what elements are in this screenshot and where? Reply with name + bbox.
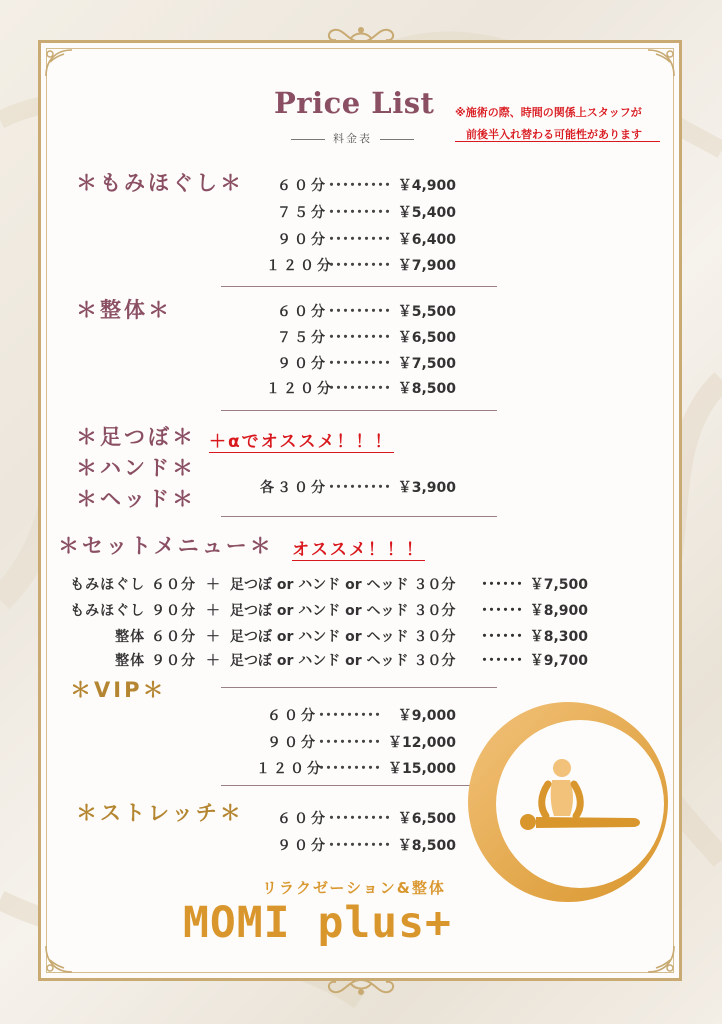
price-row: ９０分･････････ ￥6,400 xyxy=(277,232,456,248)
set-row: もみほぐし ６０分 ＋ 足つぼ or ハンド or ヘッド ３０分 ･･････ ￥7,500 xyxy=(70,577,588,593)
ornament-corner-tl-icon xyxy=(38,42,78,82)
price-row: ７５分･････････ ￥5,400 xyxy=(277,205,456,221)
staff-note-line1: ※施術の際、時間の関係上スタッフが xyxy=(455,106,642,119)
logo-name: MOMI plus+ xyxy=(183,898,452,948)
section-divider xyxy=(221,687,497,688)
price-row: １２０分･････････ ￥15,000 xyxy=(256,761,456,777)
option-recommend-badge: ＋αでオススメ！！！ xyxy=(209,427,394,453)
category-set-menu: ＊セットメニュー＊ xyxy=(58,534,274,558)
staff-note-underline xyxy=(455,141,660,142)
category-momihogushi: ＊もみほぐし＊ xyxy=(76,171,244,195)
section-divider xyxy=(221,410,497,411)
price-row: ６０分･････････ ￥9,000 xyxy=(267,708,456,724)
massage-icon xyxy=(466,700,670,904)
category-stretch: ＊ストレッチ＊ xyxy=(76,801,244,825)
category-head: ＊ヘッド＊ xyxy=(76,487,196,511)
set-row: 整体 ９０分 ＋ 足つぼ or ハンド or ヘッド ３０分 ･･････ ￥9,700 xyxy=(115,653,588,669)
price-row: １２０分･････････ ￥7,900 xyxy=(266,258,456,274)
section-divider xyxy=(221,286,497,287)
price-row: ６０分･････････ ￥4,900 xyxy=(277,178,456,194)
price-row: １２０分･････････ ￥8,500 xyxy=(266,381,456,397)
price-row: ９０分･････････ ￥12,000 xyxy=(267,735,456,751)
category-ashitsubo: ＊足つぼ＊ xyxy=(76,425,196,449)
ornament-corner-tr-icon xyxy=(642,42,682,82)
ornament-bottom-icon xyxy=(318,974,404,1000)
price-row: ７５分･････････ ￥6,500 xyxy=(277,330,456,346)
set-row: もみほぐし ９０分 ＋ 足つぼ or ハンド or ヘッド ３０分 ･･････ ￥8,900 xyxy=(70,603,588,619)
subtitle-text: 料金表 xyxy=(333,132,372,145)
section-divider xyxy=(221,785,497,786)
page-title: Price List xyxy=(274,86,435,120)
ornament-corner-bl-icon xyxy=(38,940,78,980)
ornament-corner-br-icon xyxy=(642,940,682,980)
set-recommend-badge: オススメ！！！ xyxy=(292,535,425,561)
price-row: ６０分･････････ ￥5,500 xyxy=(277,304,456,320)
price-row: ９０分･････････ ￥8,500 xyxy=(277,838,456,854)
price-row: 各３０分･････････ ￥3,900 xyxy=(260,480,456,496)
price-row: ９０分･････････ ￥7,500 xyxy=(277,356,456,372)
staff-note-line2: 前後半入れ替わる可能性があります xyxy=(466,128,642,141)
category-hand: ＊ハンド＊ xyxy=(76,456,196,480)
ornament-top-icon xyxy=(318,22,404,48)
category-seitai: ＊整体＊ xyxy=(76,298,172,322)
page-subtitle xyxy=(283,130,422,146)
set-row: 整体 ６０分 ＋ 足つぼ or ハンド or ヘッド ３０分 ･･････ ￥8,300 xyxy=(115,629,588,645)
logo-tagline: リラクゼーション&整体 xyxy=(262,879,446,897)
price-row: ６０分･････････ ￥6,500 xyxy=(277,811,456,827)
category-vip: ＊VIP＊ xyxy=(70,678,167,702)
section-divider xyxy=(221,516,497,517)
